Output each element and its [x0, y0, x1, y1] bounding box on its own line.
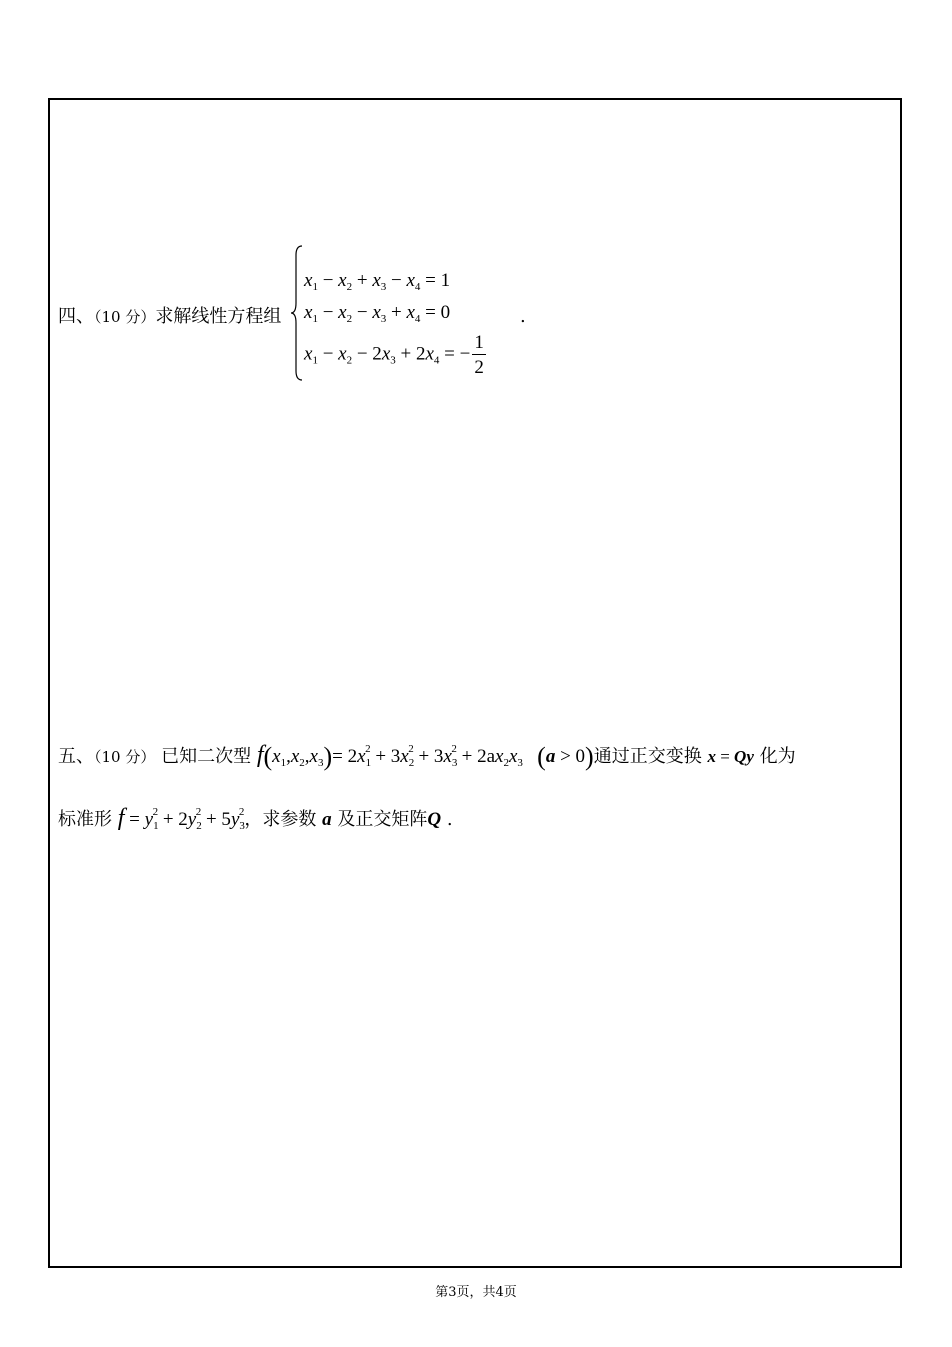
- question-5-text-known: 已知二次型: [161, 746, 252, 767]
- question-4-end-mark: .: [520, 306, 526, 327]
- question-5-line-1: [58, 743, 796, 770]
- question-4-score: （10 分）: [94, 308, 156, 326]
- question-4-text: 求解线性方程组: [155, 306, 282, 327]
- quadratic-form-formula: $f(x_1,x_2,x_3)= 2x_1^2 + 3x_2^2 + 3x_3^2 + 2ax_2x_3$ (a > 0): [256, 742, 594, 771]
- page-footer: 第3页，共4页: [435, 1285, 517, 1300]
- question-5-label: 五、: [58, 746, 94, 767]
- question-5-text-via: 通过正交变换: [593, 746, 702, 767]
- left-brace: [290, 245, 304, 381]
- orthogonal-transform-formula: x = Qy: [707, 747, 754, 766]
- standard-form-formula: $f = y_1^2 + 2y_2^2 + 5y_3^2$: [117, 805, 245, 832]
- question-5-text-and: 及正交矩阵: [337, 809, 428, 830]
- question-5-text-std: 标准形: [58, 809, 112, 830]
- question-4-label: 四、: [58, 306, 94, 327]
- question-5-end-mark: .: [446, 809, 453, 830]
- equation-system: [288, 245, 528, 385]
- equation-1: $x_1 - x_2 + x_3 - x_4 = 1$: [304, 270, 451, 293]
- question-4: [58, 308, 281, 326]
- fraction-one-half: $\frac{1}{2}$: [474, 332, 484, 378]
- equation-3: $x_1 - x_2 - 2x_3 + 2x_4$ = − $\frac{1}{2}$: [304, 332, 484, 378]
- equation-2: $x_1 - x_2 - x_3 + x_4 = 0$: [304, 302, 451, 325]
- matrix-q: Q: [427, 809, 442, 830]
- question-5-score: （10 分）: [94, 748, 156, 766]
- question-5-line-2: [58, 806, 453, 832]
- question-5-text-find: ，求参数: [244, 809, 317, 830]
- parameter-a: a: [322, 809, 332, 830]
- question-5-text-into: 化为: [759, 746, 796, 767]
